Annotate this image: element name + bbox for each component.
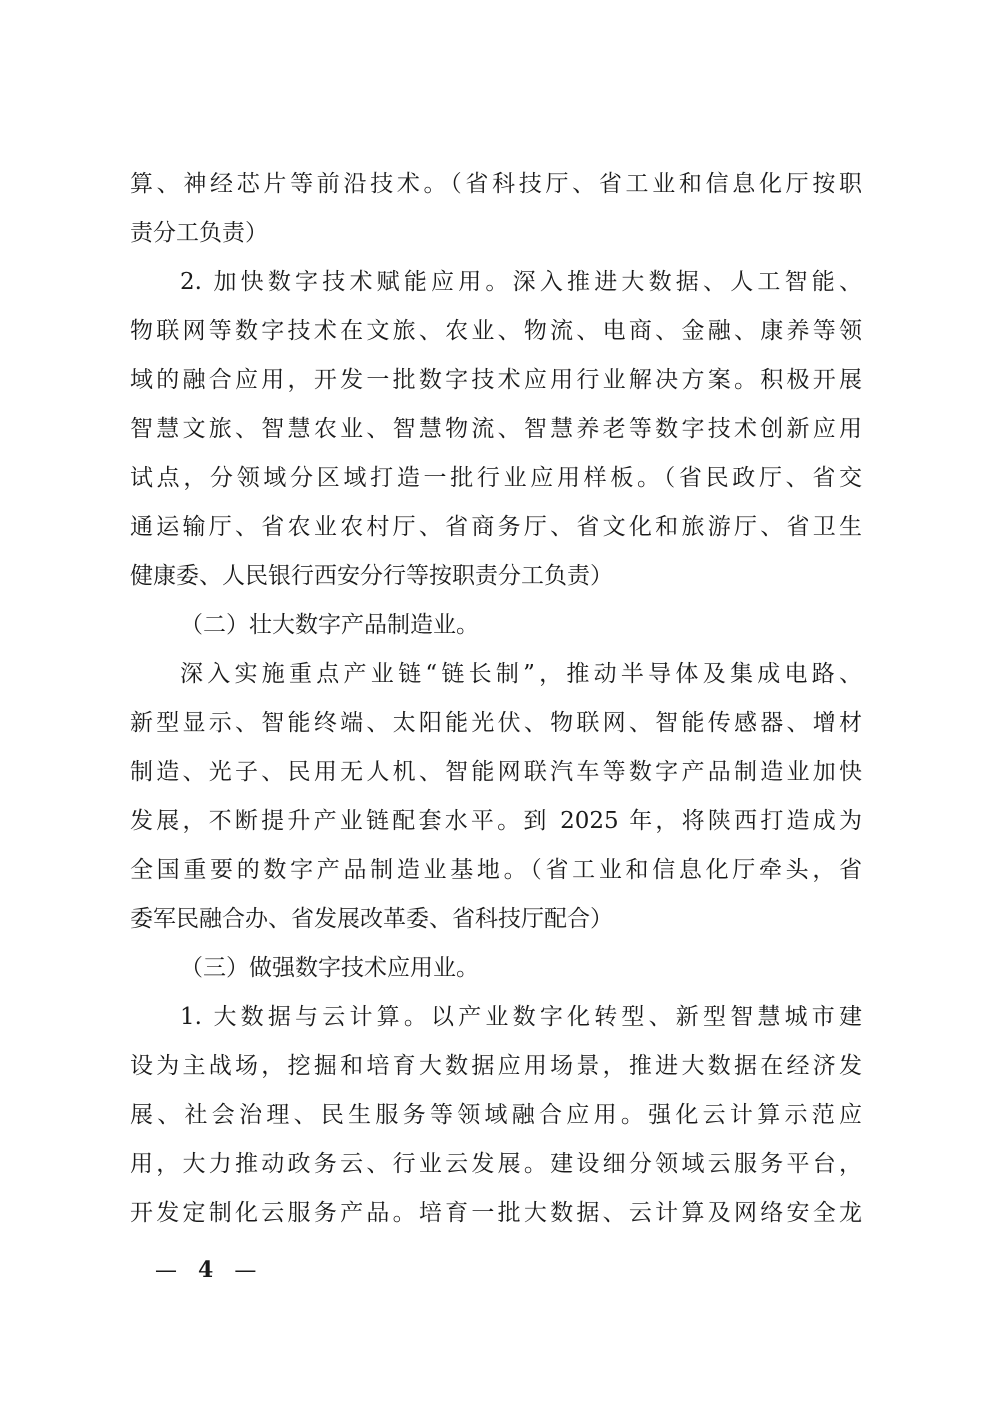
text-line: 健康委、人民银行西安分行等按职责分工负责） [130, 563, 613, 589]
text-line: 展、社会治理、民生服务等领域融合应用。强化云计算示范应 [130, 1102, 862, 1128]
text-line: 智慧文旅、智慧农业、智慧物流、智慧养老等数字技术创新应用 [130, 416, 862, 442]
text-line: 责分工负责） [130, 220, 268, 246]
text-line: 试点，分领域分区域打造一批行业应用样板。（省民政厅、省交 [130, 465, 862, 491]
text-line: 2. 加快数字技术赋能应用。深入推进大数据、人工智能、 [180, 269, 862, 295]
text-line: 开发定制化云服务产品。培育一批大数据、云计算及网络安全龙 [130, 1200, 862, 1226]
text-line: 制造、光子、民用无人机、智能网联汽车等数字产品制造业加快 [130, 759, 862, 785]
text-line: 全国重要的数字产品制造业基地。（省工业和信息化厅牵头，省 [130, 857, 862, 883]
page-number: 4 [198, 1257, 214, 1283]
text-line: 深入实施重点产业链“链长制”，推动半导体及集成电路、 [180, 661, 862, 687]
footer-dash-right: — [234, 1258, 257, 1283]
text-line: 新型显示、智能终端、太阳能光伏、物联网、智能传感器、增材 [130, 710, 862, 736]
text-line: 算、神经芯片等前沿技术。（省科技厅、省工业和信息化厅按职 [130, 171, 862, 197]
document-body [130, 160, 862, 1238]
text-line: 发展，不断提升产业链配套水平。到 2025 年，将陕西打造成为 [130, 808, 862, 834]
text-line: 域的融合应用，开发一批数字技术应用行业解决方案。积极开展 [130, 367, 862, 393]
footer-dash-left: — [155, 1258, 177, 1283]
text-line: 设为主战场，挖掘和培育大数据应用场景，推进大数据在经济发 [130, 1053, 862, 1079]
text-line: （三）做强数字技术应用业。 [180, 955, 479, 981]
text-line: 用，大力推动政务云、行业云发展。建设细分领域云服务平台， [130, 1151, 862, 1177]
page-footer [155, 1255, 256, 1286]
text-line: 委军民融合办、省发展改革委、省科技厅配合） [130, 906, 613, 932]
text-line: 1. 大数据与云计算。以产业数字化转型、新型智慧城市建 [180, 1004, 862, 1030]
text-line: 通运输厅、省农业农村厅、省商务厅、省文化和旅游厅、省卫生 [130, 514, 862, 540]
text-line: 物联网等数字技术在文旅、农业、物流、电商、金融、康养等领 [130, 318, 862, 344]
text-line: （二）壮大数字产品制造业。 [180, 612, 479, 638]
